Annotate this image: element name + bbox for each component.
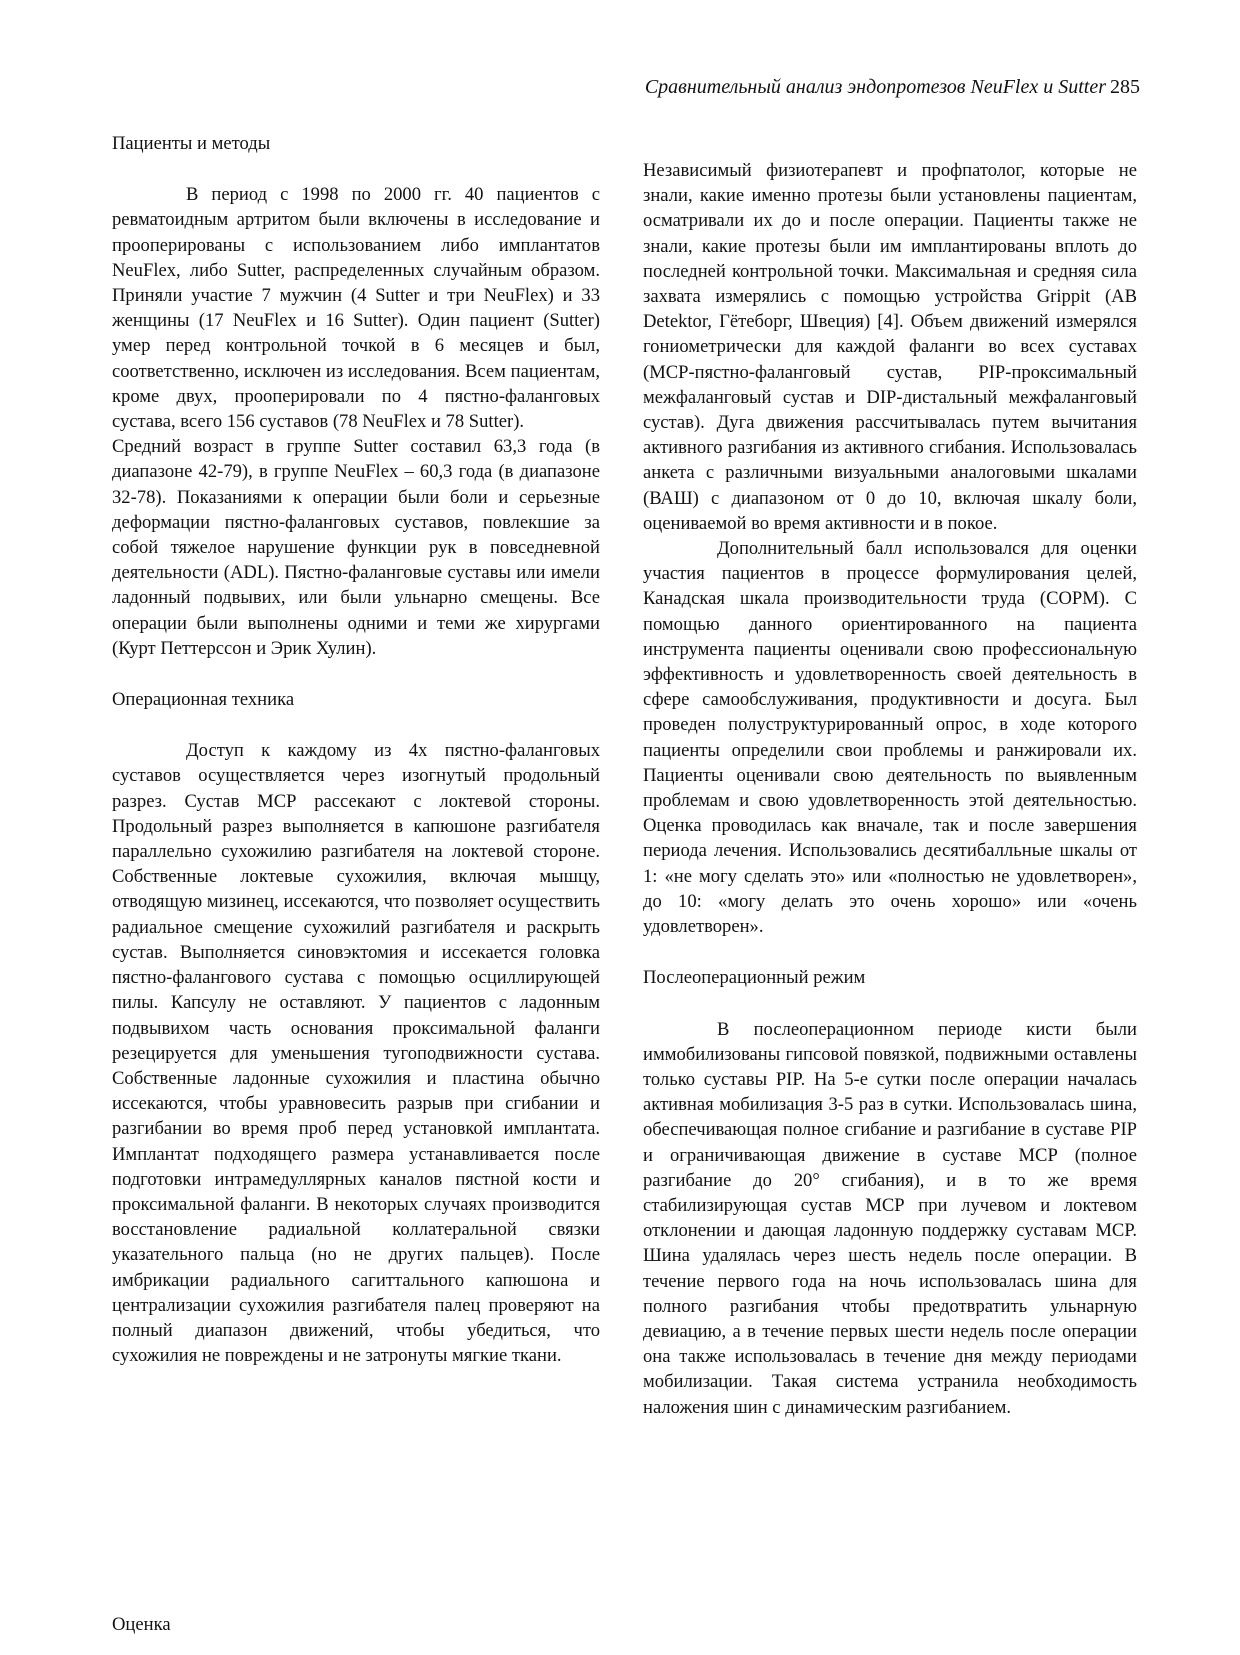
section-heading-technique: Операционная техника	[112, 689, 295, 711]
page-number: 285	[1110, 76, 1140, 98]
section-heading-postop: Послеоперационный режим	[643, 967, 866, 989]
paragraph-postop: В послеоперационном периоде кисти были иммобилизованы гипсовой повязкой, подвижными оставлены только суставы PIP. На 5-е сутки после операции началась активная мобилизация 3-5 раз в сутки. Использовалась шина, обеспечивающая полное сгибание и разгибание в суставе PIP и ограничивающая движение в суставе МСР (полное разгибание до 20° сгибания), и в то же время стабилизирующая сустав МСР при лучевом и локтевом отклонении и дающая ладонную поддержку суставам МСР. Шина удалялась через шесть недель после операции. В течение первого года на ночь использовалась шина для полного разгибания чтобы предотвратить ульнарную девиацию, а в течение первых шести недель после операции она также использовалась в течение дня между периодами мобилизации. Такая система устранила необходимость наложения шин с динамическим разгибанием.	[643, 1018, 1137, 1418]
paragraph-evaluation-2: Дополнительный балл использовался для оценки участия пациентов в процессе формулирования целей, Канадская шкала производительности труда (COPM). С помощью данного ориентированного на пациента инструмента пациенты оценивали свою профессиональную эффективность и удовлетворенность своей деятельность в сфере самообслуживания, продуктивности и досуга. Был проведен полуструктурированный опрос, в ходе которого пациенты определили свои проблемы и ранжировали их. Пациенты оценивали свою деятельность по выявленным проблемам и свою удовлетворенность этой деятельностью. Оценка проводилась как вначале, так и после завершения периода лечения. Использовались десятибалльные шкалы от 1: «не могу сделать это» или «полностью не удовлетворен», до 10: «могу делать это очень хорошо» или «очень удовлетворен».	[643, 538, 1137, 938]
running-title: Сравнительный анализ эндопротезов NeuFlex и Sutter	[644, 76, 1106, 98]
paragraph-technique: Доступ к каждому из 4х пястно-фаланговых суставов осуществляется через изогнутый продольный разрез. Сустав МСР рассекают с локтевой стороны. Продольный разрез выполняется в капюшоне разгибателя параллельно сухожилию разгибателя на локтевой стороне. Собственные локтевые сухожилия, включая мышцу, отводящую мизинец, иссекаются, что позволяет осуществить радиальное смещение сухожилий разгибателя и раскрыть сустав. Выполняется синовэктомия и иссекается головка пястно-фалангового сустава с помощью осциллирующей пилы. Капсулу не оставляют. У пациентов с ладонным подвывихом часть основания проксимальной фаланги резецируется для уменьшения тугоподвижности сустава. Собственные ладонные сухожилия и пластина обычно иссекаются, чтобы уравновесить разрыв при сгибании и разгибании во время проб перед установкой имплантата. Имплантат подходящего размера устанавливается после подготовки интрамедуллярных каналов пястной кости и проксимальной фаланги. В некоторых случаях производится восстановление радиальной коллатеральной связки указательного пальца (но не других пальцев). После имбрикации радиального сагиттального капюшона и централизации сухожилия разгибателя палец проверяют на полный диапазон движений, чтобы убедиться, что сухожилия не повреждены и не затронуты мягкие ткани.	[112, 740, 600, 1367]
running-header	[645, 74, 1140, 100]
section-heading-evaluation: Оценка	[112, 1614, 171, 1635]
paragraph-patients-1: В период с 1998 по 2000 гг. 40 пациентов с ревматоидным артритом были включены в исследование и прооперированы с использованием либо имплантатов NeuFlex, либо Sutter, распределенных случайным образом. Приняли участие 7 мужчин (4 Sutter и три NeuFlex) и 33 женщины (17 NeuFlex и 16 Sutter). Один пациент (Sutter) умер перед контрольной точкой в 6 месяцев и был, соответственно, исключен из исследования. Всем пациентам, кроме двух, прооперировали по 4 пястно-фаланговых сустава, всего 156 суставов (78 NeuFlex и 78 Sutter).	[112, 184, 600, 433]
right-column	[643, 158, 1137, 1420]
section-heading-patients: Пациенты и методы	[112, 133, 271, 154]
paragraph-patients-2: Средний возраст в группе Sutter составил 63,3 года (в диапазоне 42-79), в группе NeuFlex – 60,3 года (в диапазоне 32-78). Показаниями к операции были боли и серьезные деформации пястно-фаланговых суставов, повлекшие за собой тяжелое нарушение функции рук в повседневной деятельности (ADL). Пястно-фаланговые суставы или имели ладонный подвывих, или были ульнарно смещены. Все операции были выполнены одними и теми же хирургами (Курт Петтерссон и Эрик Хулин).	[112, 436, 600, 659]
paragraph-evaluation-1: Независимый физиотерапевт и профпатолог, которые не знали, какие именно протезы были установлены пациентам, осматривали их до и после операции. Пациенты также не знали, какие протезы были им имплантированы вплоть до последней контрольной точки. Максимальная и средняя сила захвата измерялись с помощью устройства Grippit (AB Detektor, Гётеборг, Швеция) [4]. Объем движений измерялся гониометрически для каждой фаланги во всех суставах (МСР-пястно-фаланговый сустав, PIP-проксимальный межфаланговый сустав и DIP-дистальный межфаланговый сустав). Дуга движения рассчитывалась путем вычитания активного разгибания из активного сгибания. Использовалась анкета с различными визуальными аналоговыми шкалами (ВАШ) с диапазоном от 0 до 10, включая шкалу боли, оцениваемой во время активности и в покое.	[643, 160, 1137, 534]
left-column	[112, 131, 600, 1368]
